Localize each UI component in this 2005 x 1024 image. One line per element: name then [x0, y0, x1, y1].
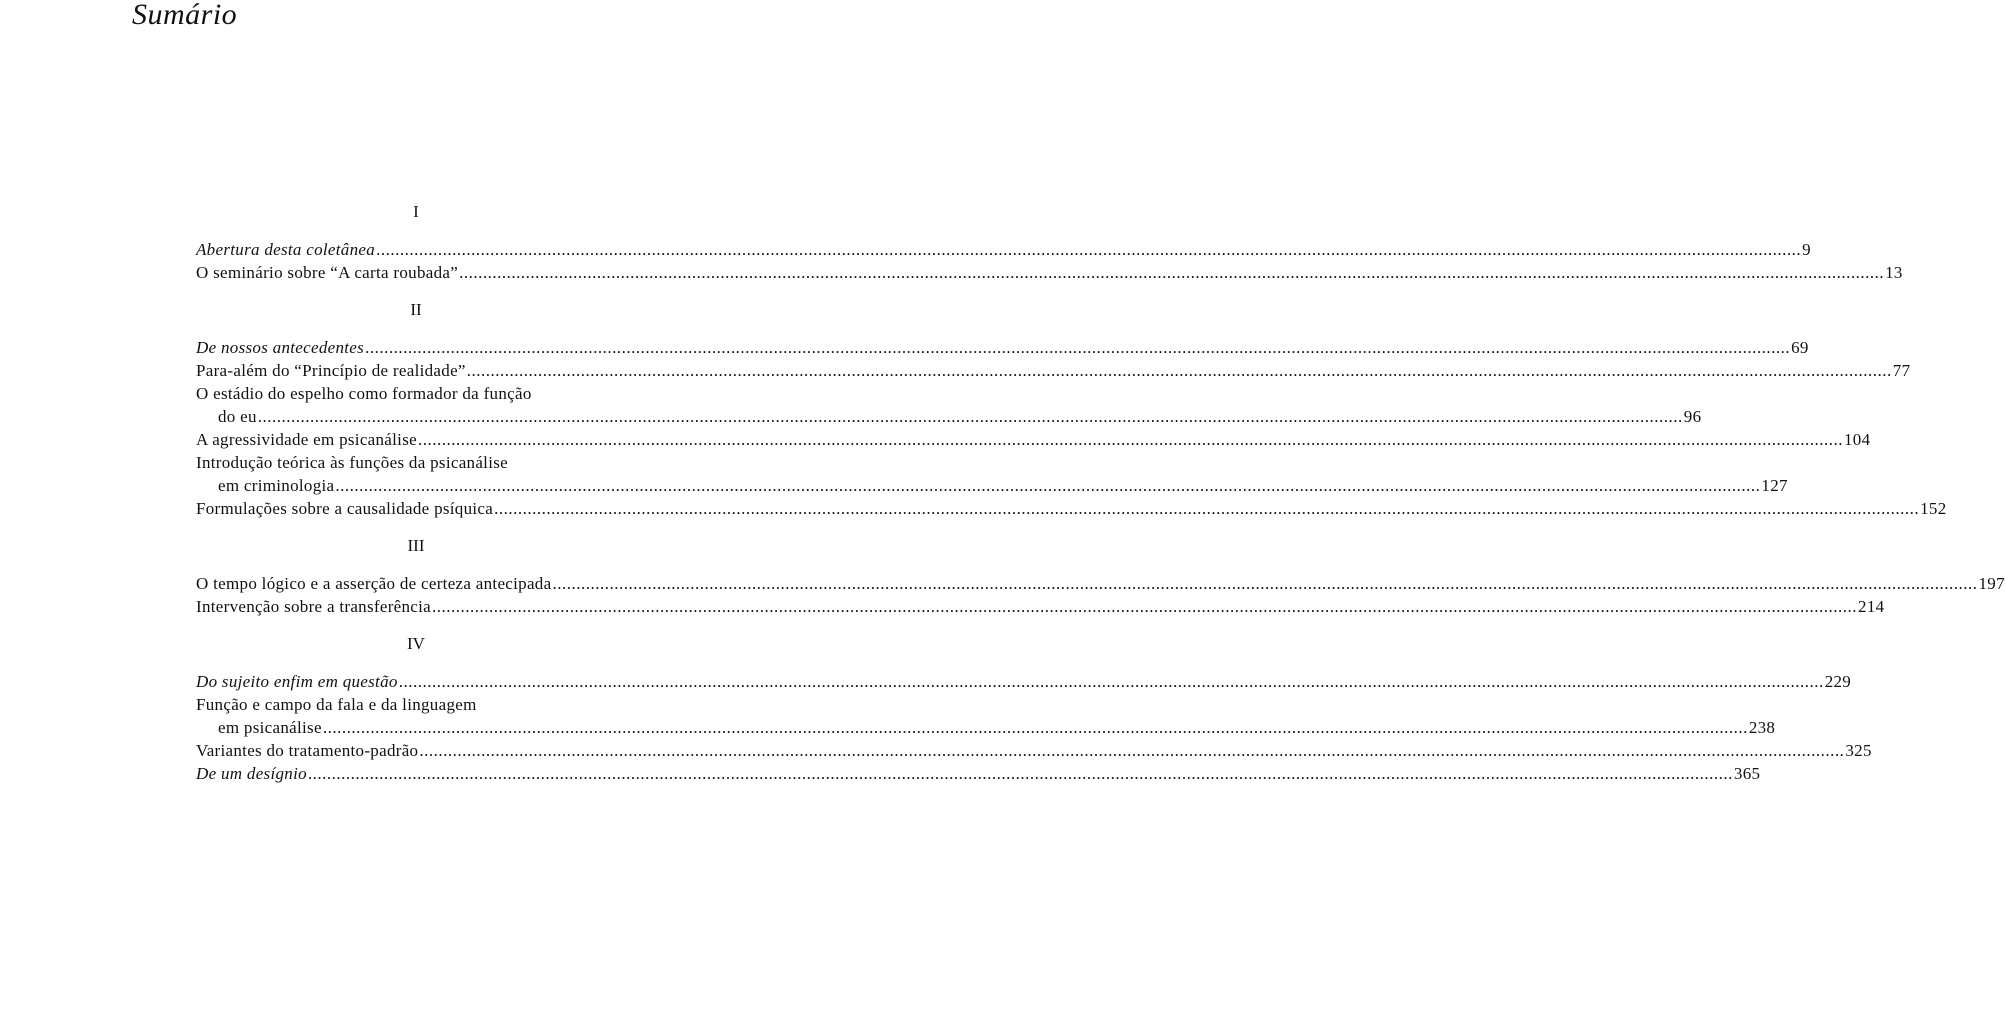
toc-entry-title: O tempo lógico e a asserção de certeza antecipada [196, 574, 552, 593]
table-of-contents [196, 198, 2005, 791]
toc-page-number: 69 [1791, 338, 1809, 357]
toc-page-number: 214 [1858, 597, 1885, 616]
toc-page-number: 229 [1824, 672, 1852, 691]
toc-entry [196, 238, 1811, 261]
dot-leader: ............................................................................................................................................................................................................................................................................................................ [257, 407, 1683, 426]
toc-entry [196, 670, 1852, 693]
dot-leader: ............................................................................................................................................................................................................................................................................................................ [552, 574, 1978, 593]
toc-entry-title: A agressividade em psicanálise [196, 430, 417, 449]
toc-entry-title: em psicanálise [218, 718, 322, 737]
toc-section [196, 630, 1872, 791]
toc-entry [196, 428, 1871, 451]
dot-leader: ............................................................................................................................................................................................................................................................................................................ [466, 361, 1892, 380]
section-numeral: III [407, 536, 425, 555]
dot-leader: ............................................................................................................................................................................................................................................................................................................ [398, 672, 1824, 691]
toc-section [196, 296, 1947, 526]
dot-leader: ............................................................................................................................................................................................................................................................................................................ [365, 338, 1791, 357]
toc-entry [196, 739, 1872, 762]
toc-entry-title: em criminologia [218, 476, 335, 495]
toc-entry-title: do eu [218, 407, 257, 426]
dot-leader: ............................................................................................................................................................................................................................................................................................................ [376, 240, 1802, 259]
toc-entry [196, 572, 2005, 595]
toc-entry-title: Abertura desta coletânea [196, 240, 376, 259]
toc-entry [196, 595, 1885, 618]
toc-entry-title: Função e campo da fala e da linguagem [196, 695, 477, 714]
dot-leader: ............................................................................................................................................................................................................................................................................................................ [432, 597, 1858, 616]
dot-leader: ............................................................................................................................................................................................................................................................................................................ [335, 476, 1761, 495]
toc-page-number: 104 [1843, 430, 1871, 449]
section-numeral: II [410, 300, 422, 319]
dot-leader: ............................................................................................................................................................................................................................................................................................................ [322, 718, 1748, 737]
toc-page-number: 13 [1885, 263, 1903, 282]
toc-entry [196, 451, 1788, 497]
toc-entry-title: De nossos antecedentes [196, 338, 365, 357]
toc-entry-title: Para-além do “Princípio de realidade” [196, 361, 466, 380]
toc-section [196, 532, 2005, 624]
toc-entry [196, 261, 1903, 284]
dot-leader: ............................................................................................................................................................................................................................................................................................................ [459, 263, 1885, 282]
dot-leader: ............................................................................................................................................................................................................................................................................................................ [307, 764, 1733, 783]
toc-page-number: 152 [1920, 499, 1947, 518]
toc-entry-title: Introdução teórica às funções da psicanálise [196, 453, 508, 472]
toc-entry [196, 762, 1761, 785]
toc-entry-title: Variantes do tratamento-padrão [196, 741, 419, 760]
toc-entry [196, 336, 1809, 359]
dot-leader: ............................................................................................................................................................................................................................................................................................................ [419, 741, 1845, 760]
toc-page-number: 325 [1845, 741, 1872, 760]
toc-entry-title: Intervenção sobre a transferência [196, 597, 432, 616]
toc-section [196, 198, 1903, 290]
section-numeral: IV [407, 634, 425, 653]
dot-leader: ............................................................................................................................................................................................................................................................................................................ [494, 499, 1920, 518]
section-numeral: I [413, 202, 419, 221]
toc-entry [196, 359, 1911, 382]
toc-page-number: 77 [1892, 361, 1911, 380]
toc-entry-title: O estádio do espelho como formador da função [196, 384, 532, 403]
toc-page-number: 238 [1748, 718, 1776, 737]
toc-entry-title: O seminário sobre “A carta roubada” [196, 263, 459, 282]
toc-page-number: 9 [1802, 240, 1811, 259]
toc-entry [196, 497, 1947, 520]
dot-leader: ............................................................................................................................................................................................................................................................................................................ [417, 430, 1843, 449]
toc-entry-title: Do sujeito enfim em questão [196, 672, 398, 691]
toc-page-number: 365 [1733, 764, 1761, 783]
toc-entry-title: De um desígnio [196, 764, 307, 783]
toc-entry [196, 693, 1776, 739]
toc-page-number: 197 [1978, 574, 2005, 593]
page-title: Sumário [132, 0, 238, 31]
toc-entry [196, 382, 1702, 428]
toc-page-number: 96 [1683, 407, 1702, 426]
toc-page-number: 127 [1761, 476, 1788, 495]
toc-entry-title: Formulações sobre a causalidade psíquica [196, 499, 494, 518]
